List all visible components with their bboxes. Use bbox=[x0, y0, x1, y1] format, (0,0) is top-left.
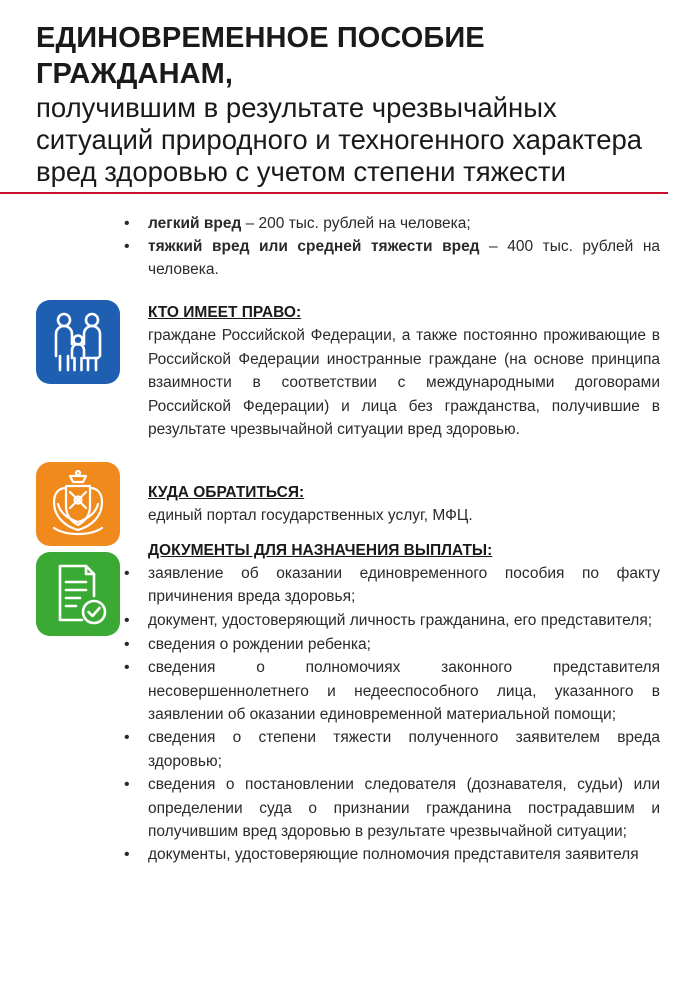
docs-list bbox=[122, 562, 660, 867]
amounts-list bbox=[148, 212, 660, 281]
amount-item: • тяжкий вред или средней тяжести вред – 400 тыс. рублей на человека. bbox=[122, 235, 660, 281]
list-item: • сведения о рождении ребенка; bbox=[122, 633, 660, 656]
docs-heading: ДОКУМЕНТЫ ДЛЯ НАЗНАЧЕНИЯ ВЫПЛАТЫ: bbox=[148, 542, 493, 559]
list-item: • сведения о степени тяжести полученного заявителем вреда здоровью; bbox=[122, 726, 660, 772]
list-item: • документы, удостоверяющие полномочия представителя заявителя bbox=[122, 843, 660, 866]
title-divider bbox=[0, 192, 668, 194]
list-item: • сведения о полномочиях законного представителя несовершеннолетнего и недееспособного лица, указанного в заявлении об оказании единовременной материальной помощи; bbox=[122, 656, 660, 726]
coat-of-arms-icon bbox=[36, 462, 120, 546]
where-section bbox=[148, 482, 660, 528]
title-main: ЕДИНОВРЕМЕННОЕ ПОСОБИЕ ГРАЖДАНАМ, bbox=[36, 22, 485, 90]
who-section bbox=[148, 302, 660, 442]
document-check-icon bbox=[36, 552, 120, 636]
list-item: • документ, удостоверяющий личность гражданина, его представителя; bbox=[122, 609, 660, 632]
amount-item: • легкий вред – 200 тыс. рублей на человека; bbox=[122, 212, 660, 235]
title-subtitle: получившим в результате чрезвычайных ситуаций природного и техногенного характера вред здоровью с учетом степени тяжести bbox=[36, 92, 643, 187]
who-heading: КТО ИМЕЕТ ПРАВО: bbox=[148, 304, 302, 321]
list-item: • заявление об оказании единовременного пособия по факту причинения вреда здоровья; bbox=[122, 562, 660, 608]
who-text: граждане Российской Федерации, а также постоянно проживающие в Российской Федерации иностранные граждане (на основе принципа взаимности в соответствии с международными договорами Российской Федерации) и лица без гражданства, получившие в результате чрезвычайной ситуации вред здоровью. bbox=[148, 327, 660, 438]
page-title bbox=[36, 20, 676, 188]
where-heading: КУДА ОБРАТИТЬСЯ: bbox=[148, 484, 305, 501]
list-item: • сведения о постановлении следователя (дознавателя, судьи) или определении суда о признании гражданина пострадавшим и получившим вред здоровью в результате чрезвычайной ситуации; bbox=[122, 773, 660, 843]
where-text: единый портал государственных услуг, МФЦ. bbox=[148, 507, 473, 524]
family-icon bbox=[36, 300, 120, 384]
docs-section bbox=[148, 540, 660, 867]
